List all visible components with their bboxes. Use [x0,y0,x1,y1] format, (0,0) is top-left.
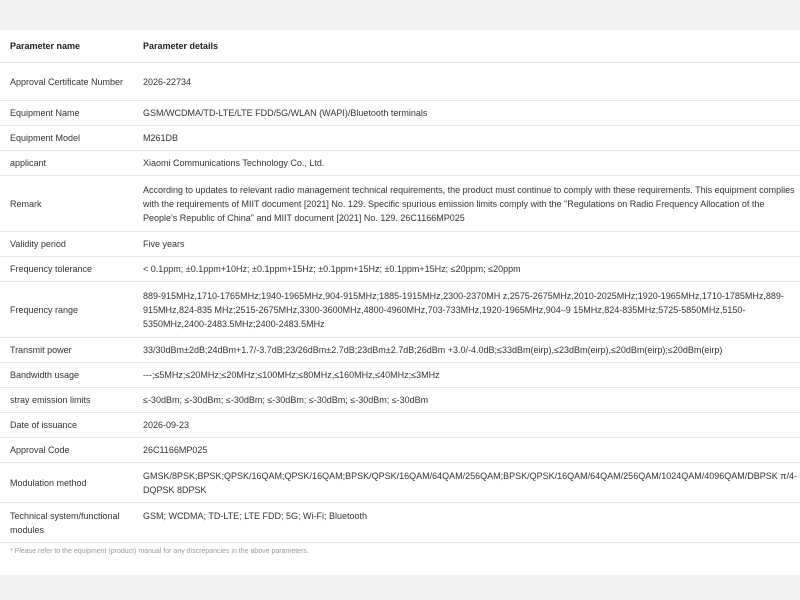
row-value: M261DB [133,126,800,151]
row-value: 889-915MHz,1710-1765MHz;1940-1965MHz,904-915MHz;1885-1915MHz,2300-2370MH z,2575-2675MHz,2010-2025MHz;1920-1965MHz,1710-1785MHz,889-915MHz,824-835 MHz;2515-2675MHz,3300-3600MHz,4800-4960MHz,703-733MHz,1920-1965MHz,904–9 15MHz,824-835MHz;5725-5850MHz,5150-5350MHz,2400-2483.5MHz;2400-2483.5MHz [133,282,800,338]
row-stray-emission-limits [0,388,800,413]
row-frequency-range [0,282,800,338]
row-equipment-name [0,101,800,126]
row-value: GSM; WCDMA; TD-LTE; LTE FDD; 5G; Wi-Fi; Bluetooth [133,503,800,543]
table-header-row [0,30,800,63]
row-value: 2026-09-23 [133,413,800,438]
row-date-of-issuance [0,413,800,438]
row-approval-certificate-number [0,63,800,101]
row-value: ---;≤5MHz;≤20MHz;≤20MHz;≤100MHz;≤80MHz,≤160MHz,≤40MHz;≤3MHz [133,363,800,388]
row-approval-code [0,438,800,463]
row-equipment-model [0,126,800,151]
row-value: < 0.1ppm; ±0.1ppm+10Hz; ±0.1ppm+15Hz; ±0.1ppm+15Hz; ±0.1ppm+15Hz; ≤20ppm; ≤20ppm [133,257,800,282]
row-value: GMSK/8PSK;BPSK;QPSK/16QAM;QPSK/16QAM;BPSK/QPSK/16QAM/64QAM/256QAM;BPSK/QPSK/16QAM/64QAM/256QAM/1024QAM/4096QAM/DBPSK π/4-DQPSK 8DPSK [133,463,800,503]
row-label: Transmit power [0,338,133,363]
row-label: Equipment Name [0,101,133,126]
row-label: Frequency range [0,282,133,338]
parameter-table [0,30,800,543]
row-label: Modulation method [0,463,133,503]
row-value: ≤-30dBm; ≤-30dBm; ≤-30dBm; ≤-30dBm; ≤-30dBm; ≤-30dBm; ≤-30dBm [133,388,800,413]
applicant-link[interactable]: Xiaomi Communications Technology Co., Ltd. [133,151,800,176]
header-parameter-details: Parameter details [133,30,800,63]
row-label: Bandwidth usage [0,363,133,388]
row-value: According to updates to relevant radio management technical requirements, the product must continue to comply with these requirements. This equipment complies with the requirements of MIIT document [2021] No. 129. Specific spurious emission limits comply with the "Regulations on Radio Frequency Allocation of the People's Republic of China" and MIIT document [2021] No. 129. 26C1166MP025 [133,176,800,232]
row-label: Approval Certificate Number [0,63,133,101]
row-label: Remark [0,176,133,232]
row-label: Equipment Model [0,126,133,151]
row-frequency-tolerance [0,257,800,282]
row-transmit-power [0,338,800,363]
row-bandwidth-usage [0,363,800,388]
row-label: Approval Code [0,438,133,463]
row-label: Date of issuance [0,413,133,438]
row-label: Frequency tolerance [0,257,133,282]
row-technical-system [0,503,800,543]
row-applicant [0,151,800,176]
approval-certificate-link[interactable]: 2026-22734 [133,63,800,101]
row-label: Technical system/functional modules [0,503,133,543]
row-value: GSM/WCDMA/TD-LTE/LTE FDD/5G/WLAN (WAPI)/Bluetooth terminals [133,101,800,126]
row-label: applicant [0,151,133,176]
row-remark [0,176,800,232]
row-modulation-method [0,463,800,503]
row-validity-period [0,232,800,257]
approval-code-link[interactable]: 26C1166MP025 [133,438,800,463]
parameter-sheet [0,30,800,575]
row-label: Validity period [0,232,133,257]
row-value: 33/30dBm±2dB;24dBm+1.7/-3.7dB;23/26dBm±2.7dB;23dBm±2.7dB;26dBm +3.0/-4.0dB;≤33dBm(eirp),≤23dBm(eirp),≤20dBm(eirp);≤20dBm(eirp) [133,338,800,363]
row-label: stray emission limits [0,388,133,413]
footnote: * Please refer to the equipment (product) manual for any discrepancies in the above parameters. [10,548,309,555]
row-value: Five years [133,232,800,257]
header-parameter-name: Parameter name [0,30,133,63]
